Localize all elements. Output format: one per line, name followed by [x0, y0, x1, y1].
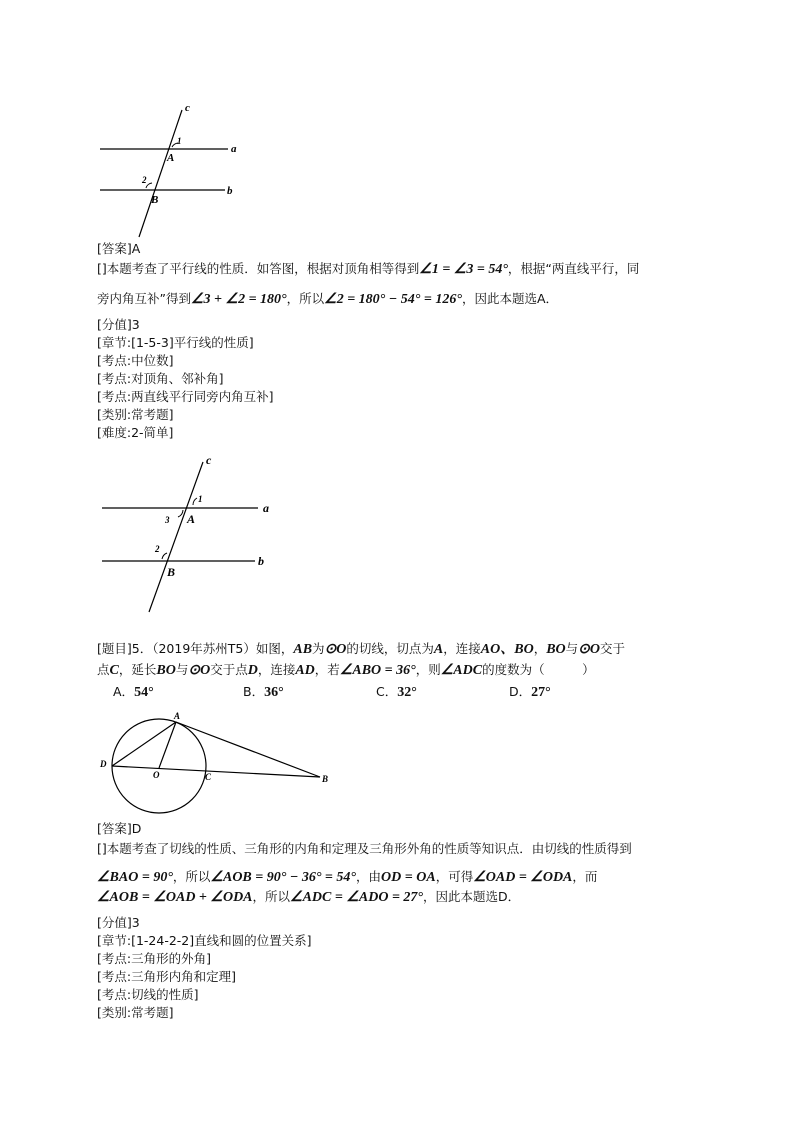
fig3-label-A: A [174, 711, 181, 721]
fig1-label-c: c [185, 102, 190, 114]
fig2-label-c: c [206, 453, 212, 467]
option-b: B．36° [243, 684, 284, 700]
chapter-5: [章节:[1-24-2-2]直线和圆的位置关系] [97, 933, 312, 948]
fig2-label-2: 2 [155, 544, 160, 554]
fig1-label-b: b [227, 185, 233, 197]
fig1-label-B: B [151, 194, 159, 206]
fig2-label-b: b [258, 554, 264, 568]
chapter-1: [章节:[1-5-3]平行线的性质] [97, 335, 254, 350]
knowledge-point-1b: [考点:对顶角、邻补角] [97, 371, 224, 386]
option-c: C．32° [376, 684, 417, 700]
explanation-1-line2: 旁内角互补”得到∠3 + ∠2 = 180°，所以∠2 = 180° − 54° = 126°，因此本题选A． [97, 291, 559, 307]
fig1-label-a: a [231, 143, 237, 155]
knowledge-point-5c: [考点:切线的性质] [97, 987, 199, 1002]
explanation-1-line1: []本题考查了平行线的性质．如答图，根据对顶角相等得到∠1 = ∠3 = 54°，根据“两直线平行，同 [97, 261, 640, 277]
answer-1: [答案]A [97, 241, 141, 256]
fig3-label-B: B [322, 774, 329, 784]
knowledge-point-1a: [考点:中位数] [97, 353, 174, 368]
knowledge-point-1c: [考点:两直线平行同旁内角互补] [97, 389, 274, 404]
fig1-label-2: 2 [142, 175, 147, 185]
knowledge-point-5a: [考点:三角形的外角] [97, 951, 211, 966]
explanation-5-line3: ∠AOB = ∠OAD + ∠ODA，所以∠ADC = ∠ADO = 27°，因此本题选D． [97, 889, 521, 905]
fig3-label-C: C [205, 772, 212, 782]
fig2-label-B: B [167, 565, 176, 579]
fig2-label-A: A [187, 512, 196, 526]
explanation-5-line1: []本题考查了切线的性质、三角形的内角和定理及三角形外角的性质等知识点．由切线的性质得到 [97, 841, 632, 856]
category-1: [类别:常考题] [97, 407, 174, 422]
answer-5: [答案]D [97, 821, 142, 836]
fig2-label-a: a [263, 501, 269, 515]
question-5-line2: 点C，延长BO与⊙O交于点D，连接AD，若∠ABO = 36°，则∠ADC的度数为（ ） [97, 662, 595, 678]
score-1: [分值]3 [97, 317, 140, 332]
fig1-label-A: A [167, 152, 175, 164]
option-d: D．27° [509, 684, 551, 700]
fig2-label-1: 1 [198, 494, 203, 504]
difficulty-1: [难度:2-简单] [97, 425, 174, 440]
fig3-label-D: D [100, 759, 107, 769]
score-5: [分值]3 [97, 915, 140, 930]
option-a: A．54° [113, 684, 154, 700]
explanation-5-line2: ∠BAO = 90°，所以∠AOB = 90° − 36° = 54°，由OD = OA，可得∠OAD = ∠ODA，而 [97, 869, 598, 885]
fig1-label-1: 1 [177, 136, 182, 146]
knowledge-point-5b: [考点:三角形内角和定理] [97, 969, 236, 984]
category-5: [类别:常考题] [97, 1005, 174, 1020]
question-5-line1: [题目]5．（2019年苏州T5）如图，AB为⊙O的切线，切点为A，连接AO、BO，BO与⊙O交于 [97, 641, 626, 657]
fig3-label-O: O [153, 770, 160, 780]
fig2-label-3: 3 [165, 515, 170, 525]
